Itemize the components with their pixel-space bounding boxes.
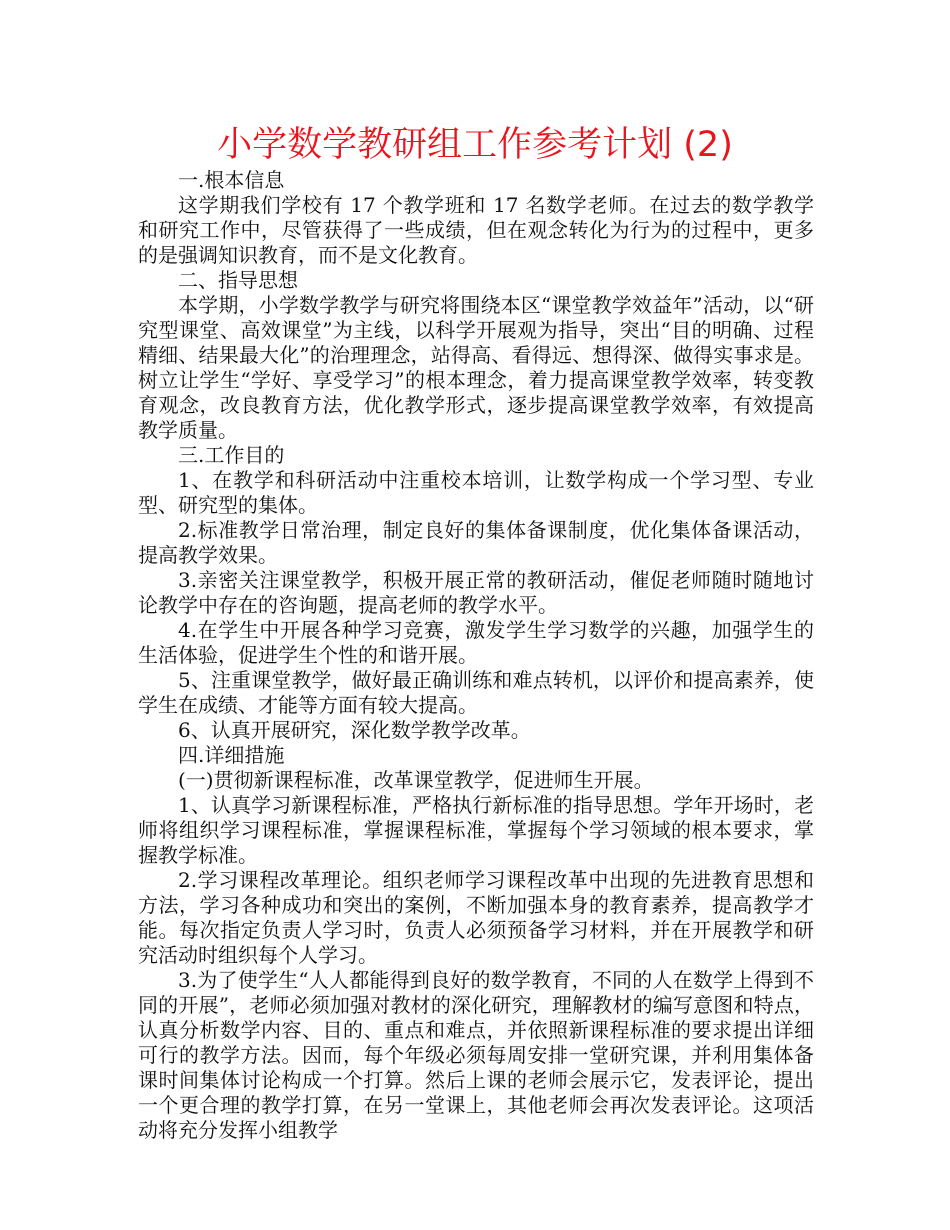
list-item: 2.标准教学日常治理，制定良好的集体备课制度，优化集体备课活动，提高教学效果。	[138, 518, 814, 567]
list-item: 6、认真开展研究，深化数学教学改革。	[178, 718, 531, 742]
section-heading-basic-info: 一.根本信息	[178, 168, 285, 192]
list-item: 1、认真学习新课程标准，严格执行新标准的指导思想。学年开场时，老师将组织学习课程标准，掌握课程标准，掌握每个学习领域的根本要求，掌握教学标准。	[138, 793, 814, 867]
paragraph: 这学期我们学校有 17 个教学班和 17 名数学老师。在过去的数学教学和研究工作中，尽管获得了一些成绩，但在观念转化为行为的过程中，更多的是强调知识教育，而不是文化教育。	[138, 193, 814, 267]
list-item: 3.为了使学生“人人都能得到良好的数学教育，不同的人在数学上得到不同的开展”，老师必须加强对教材的深化研究，理解教材的编写意图和特点，认真分析数学内容、目的、重点和难点，并依照新课程标准的要求提出详细可行的教学方法。因而，每个年级必须每周安排一堂研究课，并利用集体备课时间集体讨论构成一个打算。然后上课的老师会展示它，发表评论，提出一个更合理的教学打算，在另一堂课上，其他老师会再次发表评论。这项活动将充分发挥小组教学	[138, 968, 814, 1142]
list-item: 3.亲密关注课堂教学，积极开展正常的教研活动，催促老师随时随地讨论教学中存在的咨询题，提高老师的教学水平。	[138, 568, 814, 617]
section-heading-work-goals: 三.工作目的	[178, 443, 285, 467]
paragraph: 本学期，小学数学教学与研究将围绕本区“课堂教学效益年”活动，以“研究型课堂、高效课堂”为主线，以科学开展观为指导，突出“目的明确、过程精细、结果最大化”的治理理念，站得高、看得远、想得深、做得实事求是。树立让学生“学好、享受学习”的根本理念，着力提高课堂教学效率，转变教育观念，改良教育方法，优化教学形式，逐步提高课堂教学效率，有效提高教学质量。	[138, 293, 814, 442]
section-heading-guiding-thought: 二、指导思想	[178, 268, 298, 292]
list-item: 4.在学生中开展各种学习竞赛，激发学生学习数学的兴趣，加强学生的生活体验，促进学生个性的和谐开展。	[138, 618, 814, 667]
document-title: 小学数学教研组工作参考计划 (2)	[217, 125, 733, 165]
list-item: 2.学习课程改革理论。组织老师学习课程改革中出现的先进教育思想和方法，学习各种成功和突出的案例，不断加强本身的教育素养，提高教学才能。每次指定负责人学习时，负责人必须预备学习材料，并在开展教学和研究活动时组织每个人学习。	[138, 868, 814, 967]
list-item: 1、在教学和科研活动中注重校本培训，让数学构成一个学习型、专业型、研究型的集体。	[138, 468, 814, 517]
section-heading-measures: 四.详细措施	[178, 743, 285, 767]
document-body	[138, 168, 814, 1143]
subsection-heading: (一)贯彻新课程标准，改革课堂教学，促进师生开展。	[178, 768, 654, 792]
list-item: 5、注重课堂教学，做好最正确训练和难点转机，以评价和提高素养，使学生在成绩、才能等方面有较大提高。	[138, 668, 814, 717]
